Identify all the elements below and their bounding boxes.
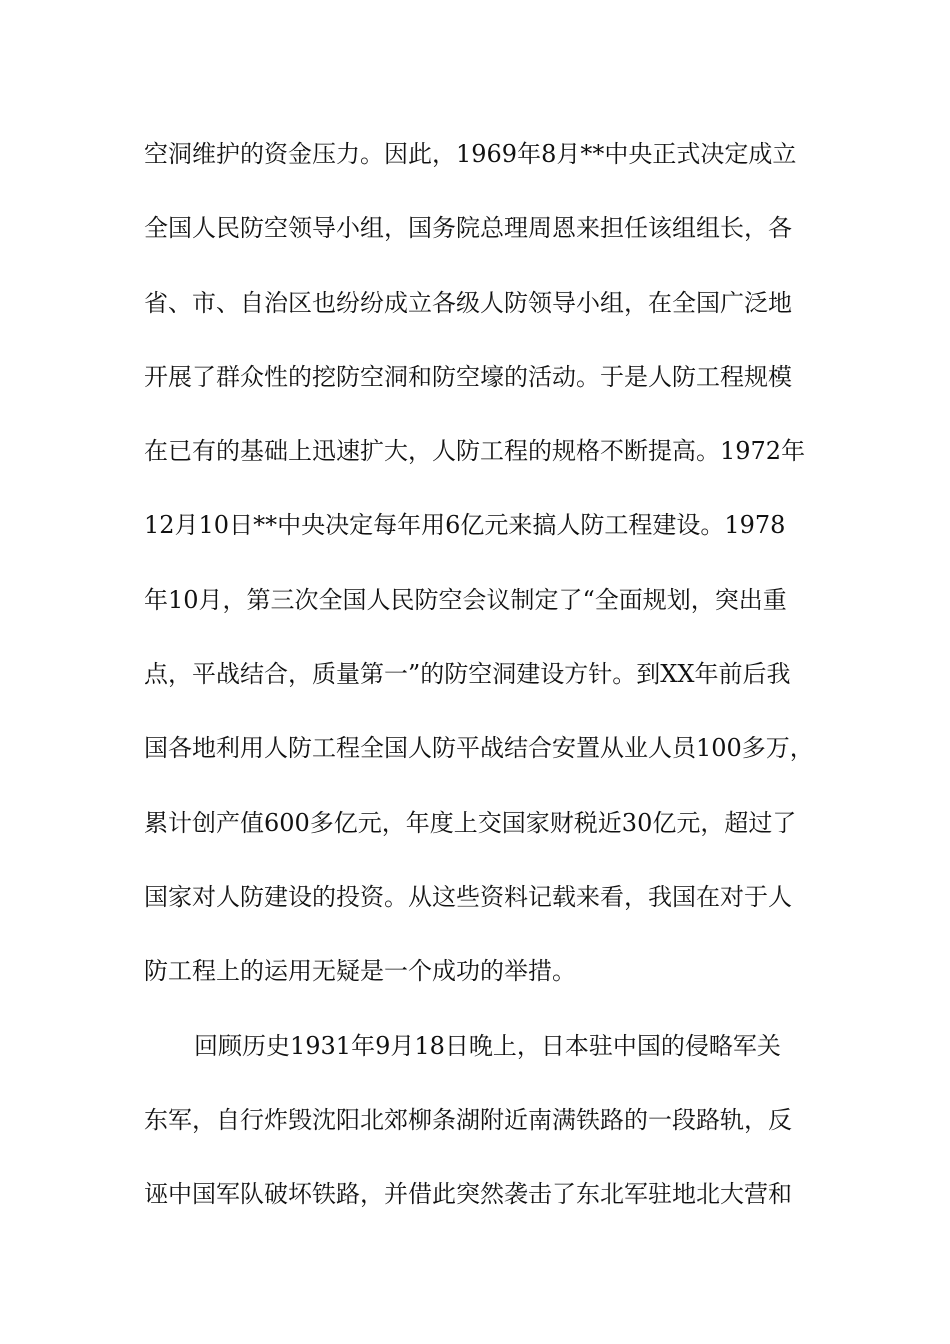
text-line: 累计创产值600多亿元，年度上交国家财税近30亿元，超过了 bbox=[144, 808, 797, 837]
text-line: 点，平战结合，质量第一”的防空洞建设方针。到XX年前后我 bbox=[144, 660, 791, 689]
text-line: 国各地利用人防工程全国人防平战结合安置从业人员100多万， bbox=[144, 734, 814, 763]
paragraph-start-line: 回顾历史1931年9月18日晚上，日本驻中国的侵略军关 bbox=[194, 1031, 781, 1060]
text-line: 国家对人防建设的投资。从这些资料记载来看，我国在对于人 bbox=[144, 882, 792, 911]
text-line: 12月10日**中央决定每年用6亿元来搞人防工程建设。1978 bbox=[144, 511, 786, 540]
body-text bbox=[144, 132, 834, 1246]
text-line: 东军，自行炸毁沈阳北郊柳条湖附近南满铁路的一段路轨，反 bbox=[144, 1105, 792, 1134]
text-line: 全国人民防空领导小组，国务院总理周恩来担任该组组长，各 bbox=[144, 214, 792, 243]
text-line: 空洞维护的资金压力。因此，1969年8月**中央正式决定成立 bbox=[144, 140, 797, 168]
text-line: 开展了群众性的挖防空洞和防空壕的活动。于是人防工程规模 bbox=[144, 362, 792, 391]
text-line: 防工程上的运用无疑是一个成功的举措。 bbox=[144, 957, 576, 986]
text-line: 诬中国军队破坏铁路，并借此突然袭击了东北军驻地北大营和 bbox=[144, 1180, 792, 1209]
text-line: 在已有的基础上迅速扩大，人防工程的规格不断提高。1972年 bbox=[144, 437, 806, 466]
text-line: 年10月，第三次全国人民防空会议制定了“全面规划，突出重 bbox=[144, 585, 787, 614]
text-line: 省、市、自治区也纷纷成立各级人防领导小组，在全国广泛地 bbox=[144, 288, 792, 317]
